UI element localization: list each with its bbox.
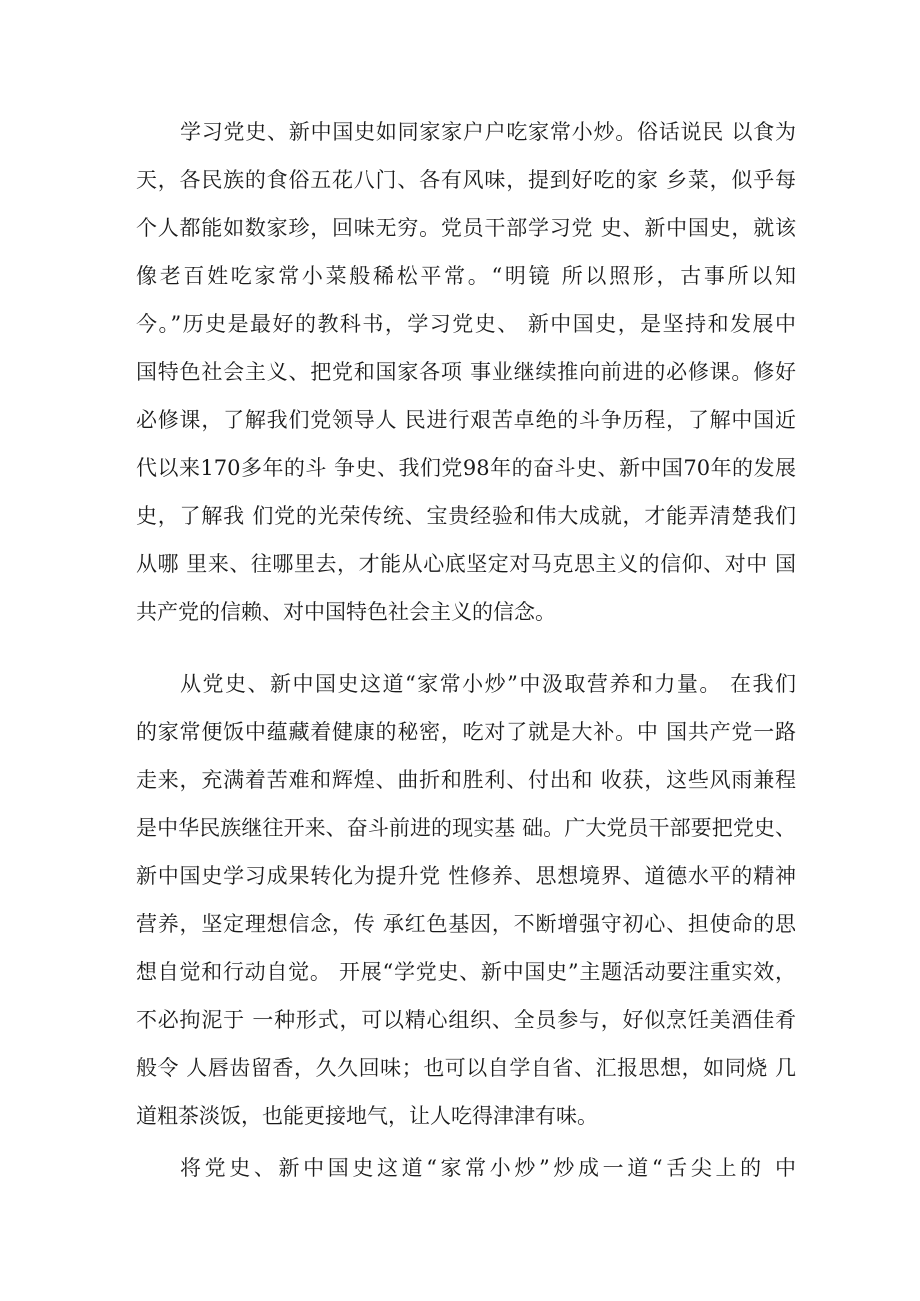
text-line: 道粗茶淡饭，也能更接地气，让人吃得津津有味。 xyxy=(136,1104,598,1128)
text-line: 天，各民族的食俗五花八门、各有风味，提到好吃的家 乡菜，似乎每 xyxy=(136,168,796,192)
text-line: 史，了解我 们党的光荣传统、宝贵经验和伟大成就，才能弄清楚我们 xyxy=(136,504,796,528)
text-line: 学习党史、新中国史如同家家户户吃家常小炒。俗话说民 以食为 xyxy=(180,120,796,144)
text-line: 必修课，了解我们党领导人 民进行艰苦卓绝的斗争历程，了解中国近 xyxy=(136,408,796,432)
text-line: 营养，坚定理想信念，传 承红色基因，不断增强守初心、担使命的思 xyxy=(136,912,796,936)
text-line: 代以来170多年的斗 争史、我们党98年的奋斗史、新中国70年的发展 xyxy=(136,456,796,480)
text-line: 从哪 里来、往哪里去，才能从心底坚定对马克思主义的信仰、对中 国 xyxy=(136,552,796,576)
text-line: 的家常便饭中蕴藏着健康的秘密，吃对了就是大补。中 国共产党一路 xyxy=(136,720,796,744)
text-line: 走来，充满着苦难和辉煌、曲折和胜利、付出和 收获，这些风雨兼程 xyxy=(136,768,796,792)
text-line: 新中国史学习成果转化为提升党 性修养、思想境界、道德水平的精神 xyxy=(136,864,796,888)
text-line: 般令 人唇齿留香，久久回味；也可以自学自省、汇报思想，如同烧 几 xyxy=(136,1056,796,1080)
text-line: 是中华民族继往开来、奋斗前进的现实基 础。广大党员干部要把党史、 xyxy=(136,816,796,840)
text-line: 个人都能如数家珍，回味无穷。党员干部学习党 史、新中国史，就该 xyxy=(136,216,796,240)
text-line: 想自觉和行动自觉。 开展“学党史、新中国史”主题活动要注重实效， xyxy=(136,960,796,984)
text-line: 今。”历史是最好的教科书，学习党史、 新中国史，是坚持和发展中 xyxy=(136,312,796,336)
text-line: 国特色社会主义、把党和国家各项 事业继续推向前进的必修课。修好 xyxy=(136,360,796,384)
text-line: 从党史、新中国史这道“家常小炒”中汲取营养和力量。 在我们 xyxy=(180,672,796,696)
text-line: 像老百姓吃家常小菜般稀松平常。“明镜 所以照形，古事所以知 xyxy=(136,264,796,288)
text-line: 将党史、新中国史这道“家常小炒”炒成一道“舌尖上的 中 xyxy=(180,1156,796,1180)
text-line: 共产党的信赖、对中国特色社会主义的信念。 xyxy=(136,600,556,624)
text-line: 不必拘泥于 一种形式，可以精心组织、全员参与，好似烹饪美酒佳肴 xyxy=(136,1008,796,1032)
